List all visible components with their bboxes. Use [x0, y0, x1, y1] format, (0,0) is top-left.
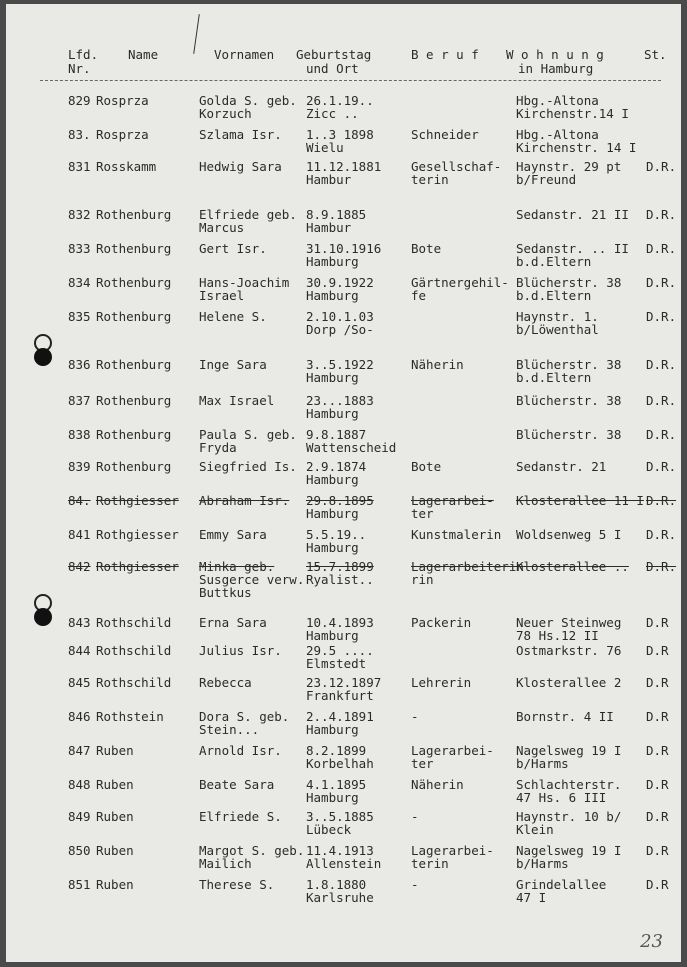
entry-surname: Rothschild	[96, 615, 172, 630]
entry-address-2: Klein	[516, 822, 554, 837]
entry-citizenship: D.R.	[646, 275, 677, 290]
table-row	[6, 242, 681, 276]
entry-birth-date: 11.4.1913	[306, 843, 374, 858]
entry-citizenship: D.R	[646, 615, 669, 630]
entry-address: Ostmarkstr. 76	[516, 643, 622, 658]
entry-birth-place: Hambur	[306, 220, 352, 235]
entry-address-2: b.d.Eltern	[516, 254, 592, 269]
entry-address: Sedanstr. 21	[516, 459, 607, 474]
entry-birth-place: Korbelhah	[306, 756, 374, 771]
entry-number: 849	[68, 809, 91, 824]
entry-address: Sedanstr. 21 II	[516, 207, 629, 222]
entry-given-name: Inge Sara	[199, 357, 267, 372]
entry-birth-date: 26.1.19..	[306, 93, 374, 108]
entry-occupation: Kunstmalerin	[411, 527, 502, 542]
entry-occupation-2: terin	[411, 172, 449, 187]
entry-birth-date: 2..4.1891	[306, 709, 374, 724]
entry-occupation: Gärtnergehil-	[411, 275, 509, 290]
entry-birth-date: 11.12.1881	[306, 159, 382, 174]
entry-address-2: b/Harms	[516, 756, 569, 771]
entry-birth-date: 23.12.1897	[306, 675, 382, 690]
entry-birth-place: Wielu	[306, 140, 344, 155]
entry-address: Neuer Steinweg	[516, 615, 622, 630]
entry-number: 835	[68, 309, 91, 324]
punch-hole	[34, 348, 52, 366]
entry-given-name: Abraham Isr.	[199, 493, 290, 508]
entry-address: Nagelsweg 19 I	[516, 743, 622, 758]
entry-given-name-2: Susgerce verw.	[199, 572, 305, 587]
entry-citizenship: D.R.	[646, 459, 677, 474]
entry-address: Grindelallee	[516, 877, 607, 892]
entry-citizenship: D.R	[646, 777, 669, 792]
entry-number: 844	[68, 643, 91, 658]
entry-given-name-3: Buttkus	[199, 585, 252, 600]
entry-address-2: 78 Hs.12 II	[516, 628, 599, 643]
entry-given-name: Therese S.	[199, 877, 275, 892]
table-row	[6, 528, 681, 562]
entry-birth-place: Hamburg	[306, 288, 359, 303]
entry-address: Nagelsweg 19 I	[516, 843, 622, 858]
entry-occupation-2: ter	[411, 506, 434, 521]
entry-address: Sedanstr. .. II	[516, 241, 629, 256]
punch-hole	[34, 608, 52, 626]
entry-address: Blücherstr. 38	[516, 393, 622, 408]
entry-birth-date: 29.8.1895	[306, 493, 374, 508]
entry-number: 845	[68, 675, 91, 690]
entry-birth-date: 4.1.1895	[306, 777, 367, 792]
entry-birth-date: 3..5.1922	[306, 357, 374, 372]
entry-number: 84.	[68, 493, 91, 508]
entry-number: 83.	[68, 127, 91, 142]
entry-given-name: Paula S. geb.	[199, 427, 297, 442]
entry-birth-date: 29.5 ....	[306, 643, 374, 658]
entry-birth-place: Hamburg	[306, 540, 359, 555]
entry-given-name-2: Korzuch	[199, 106, 252, 121]
entry-birth-date: 5.5.19..	[306, 527, 367, 542]
entry-surname: Ruben	[96, 809, 134, 824]
entry-surname: Rothschild	[96, 675, 172, 690]
entry-number: 833	[68, 241, 91, 256]
entry-address-2: Kirchenstr.14 I	[516, 106, 629, 121]
entry-surname: Rothstein	[96, 709, 164, 724]
table-row	[6, 494, 681, 528]
entry-surname: Rothenburg	[96, 207, 172, 222]
table-row	[6, 810, 681, 844]
entry-number: 850	[68, 843, 91, 858]
entry-surname: Rosprza	[96, 93, 149, 108]
entry-given-name: Erna Sara	[199, 615, 267, 630]
entry-citizenship: D.R	[646, 675, 669, 690]
entry-birth-date: 3..5.1885	[306, 809, 374, 824]
entry-birth-date: 1..3 1898	[306, 127, 374, 142]
entry-occupation: Bote	[411, 459, 442, 474]
entry-surname: Rothenburg	[96, 393, 172, 408]
entry-occupation: Gesellschaf-	[411, 159, 502, 174]
entry-birth-date: 10.4.1893	[306, 615, 374, 630]
entry-given-name: Max Israel	[199, 393, 275, 408]
table-row	[6, 644, 681, 678]
document-page	[6, 4, 681, 962]
entry-birth-place: Zicc ..	[306, 106, 359, 121]
entry-address-2: b/Löwenthal	[516, 322, 599, 337]
entry-birth-place: Hamburg	[306, 722, 359, 737]
table-row	[6, 276, 681, 310]
entry-birth-place: Hamburg	[306, 370, 359, 385]
entry-citizenship: D.R.	[646, 427, 677, 442]
entry-occupation: Lagerarbei-	[411, 493, 494, 508]
entry-birth-date: 15.7.1899	[306, 559, 374, 574]
entry-citizenship: D.R.	[646, 159, 677, 174]
entry-birth-place: Frankfurt	[306, 688, 374, 703]
entry-citizenship: D.R.	[646, 309, 677, 324]
entry-occupation: Lagerarbei-	[411, 743, 494, 758]
entry-given-name-2: Israel	[199, 288, 245, 303]
entry-address: Klosterallee 2	[516, 675, 622, 690]
entry-number: 841	[68, 527, 91, 542]
entry-number: 839	[68, 459, 91, 474]
header-divider	[40, 80, 661, 81]
entry-given-name: Elfriede S.	[199, 809, 282, 824]
table-row	[6, 358, 681, 392]
entry-occupation-2: terin	[411, 856, 449, 871]
entry-address: Hbg.-Altona	[516, 127, 599, 142]
header-name: Name	[128, 47, 159, 62]
entry-birth-date: 2.9.1874	[306, 459, 367, 474]
entry-occupation: -	[411, 877, 419, 892]
entry-citizenship: D.R.	[646, 357, 677, 372]
entry-surname: Rothenburg	[96, 459, 172, 474]
entry-address: Blücherstr. 38	[516, 275, 622, 290]
entry-given-name-2: Stein...	[199, 722, 260, 737]
entry-citizenship: D.R.	[646, 559, 677, 574]
entry-citizenship: D.R	[646, 843, 669, 858]
table-row	[6, 710, 681, 744]
page-number: 23	[640, 931, 663, 952]
entry-surname: Ruben	[96, 843, 134, 858]
table-row	[6, 428, 681, 462]
entry-surname: Rosprza	[96, 127, 149, 142]
entry-birth-place: Hamburg	[306, 628, 359, 643]
header-geburtstag: Geburtstag und Ort	[296, 47, 372, 76]
entry-number: 838	[68, 427, 91, 442]
entry-surname: Ruben	[96, 777, 134, 792]
entry-given-name: Szlama Isr.	[199, 127, 282, 142]
entry-given-name-2: Fryda	[199, 440, 237, 455]
entry-given-name: Gert Isr.	[199, 241, 267, 256]
entry-number: 832	[68, 207, 91, 222]
entry-address: Woldsenweg 5 I	[516, 527, 622, 542]
entry-given-name: Hans-Joachim	[199, 275, 290, 290]
entry-citizenship: D.R	[646, 643, 669, 658]
entry-address: Bornstr. 4 II	[516, 709, 614, 724]
entry-citizenship: D.R.	[646, 527, 677, 542]
entry-surname: Rothenburg	[96, 309, 172, 324]
entry-given-name: Minka geb.	[199, 559, 275, 574]
entry-address-2: 47 I	[516, 890, 547, 905]
entry-given-name: Beate Sara	[199, 777, 275, 792]
entry-birth-date: 8.9.1885	[306, 207, 367, 222]
entry-address: Haynstr. 10 b/	[516, 809, 622, 824]
entry-number: 842	[68, 559, 91, 574]
entry-occupation: Bote	[411, 241, 442, 256]
table-row	[6, 844, 681, 878]
entry-surname: Rothgiesser	[96, 559, 179, 574]
entry-given-name: Margot S. geb.	[199, 843, 305, 858]
entry-occupation: Schneider	[411, 127, 479, 142]
entry-address: Klosterallee ..	[516, 559, 629, 574]
entry-birth-place: Hamburg	[306, 472, 359, 487]
entry-number: 829	[68, 93, 91, 108]
entry-occupation: Packerin	[411, 615, 472, 630]
entry-citizenship: D.R.	[646, 493, 677, 508]
entry-birth-place: Wattenscheid	[306, 440, 397, 455]
entry-given-name: Julius Isr.	[199, 643, 282, 658]
entry-birth-place: Hamburg	[306, 254, 359, 269]
entry-given-name: Golda S. geb.	[199, 93, 297, 108]
entry-surname: Rothenburg	[96, 427, 172, 442]
entry-occupation-2: fe	[411, 288, 427, 303]
entry-citizenship: D.R.	[646, 241, 677, 256]
header-beruf: B e r u f	[411, 47, 479, 62]
entry-given-name: Helene S.	[199, 309, 267, 324]
entry-given-name: Rebecca	[199, 675, 252, 690]
entry-birth-date: 1.8.1880	[306, 877, 367, 892]
table-row	[6, 160, 681, 194]
table-row	[6, 94, 681, 128]
pen-mark	[193, 14, 200, 54]
entry-occupation: Lehrerin	[411, 675, 472, 690]
entry-given-name-2: Marcus	[199, 220, 245, 235]
entry-citizenship: D.R	[646, 743, 669, 758]
entry-address: Blücherstr. 38	[516, 357, 622, 372]
entry-occupation: Lagerarbei-	[411, 843, 494, 858]
entry-address: Schlachterstr.	[516, 777, 622, 792]
entry-address-2: b/Freund	[516, 172, 577, 187]
table-row	[6, 559, 681, 600]
entry-citizenship: D.R.	[646, 393, 677, 408]
table-row	[6, 744, 681, 778]
entry-birth-place: Dorp /So-	[306, 322, 374, 337]
header-st: St.	[644, 47, 667, 62]
table-row	[6, 676, 681, 710]
entry-surname: Ruben	[96, 743, 134, 758]
entry-birth-place: Lübeck	[306, 822, 352, 837]
entry-surname: Ruben	[96, 877, 134, 892]
entry-address-2: 47 Hs. 6 III	[516, 790, 607, 805]
entry-address: Haynstr. 1.	[516, 309, 599, 324]
entry-number: 836	[68, 357, 91, 372]
entry-birth-place: Hamburg	[306, 406, 359, 421]
entry-surname: Rothschild	[96, 643, 172, 658]
entry-number: 846	[68, 709, 91, 724]
entry-occupation: -	[411, 809, 419, 824]
entry-occupation-2: rin	[411, 572, 434, 587]
entry-birth-date: 8.2.1899	[306, 743, 367, 758]
entry-number: 851	[68, 877, 91, 892]
entry-given-name: Arnold Isr.	[199, 743, 282, 758]
entry-number: 847	[68, 743, 91, 758]
entry-occupation-2: ter	[411, 756, 434, 771]
entry-surname: Rothgiesser	[96, 527, 179, 542]
entry-birth-place: Elmstedt	[306, 656, 367, 671]
entry-birth-place: Ryalist..	[306, 572, 374, 587]
entry-citizenship: D.R	[646, 877, 669, 892]
entry-address: Hbg.-Altona	[516, 93, 599, 108]
table-row	[6, 128, 681, 162]
entry-number: 848	[68, 777, 91, 792]
entry-number: 834	[68, 275, 91, 290]
entry-citizenship: D.R.	[646, 207, 677, 222]
table-row	[6, 878, 681, 912]
table-row	[6, 460, 681, 494]
entry-birth-place: Hamburg	[306, 506, 359, 521]
entry-surname: Rosskamm	[96, 159, 157, 174]
entry-address-2: b/Harms	[516, 856, 569, 871]
entry-birth-date: 30.9.1922	[306, 275, 374, 290]
entry-surname: Rothenburg	[96, 241, 172, 256]
entry-given-name-2: Mailich	[199, 856, 252, 871]
entry-given-name: Dora S. geb.	[199, 709, 290, 724]
table-row	[6, 310, 681, 344]
entry-address: Klosterallee 11 I	[516, 493, 644, 508]
entry-number: 837	[68, 393, 91, 408]
entry-address-2: b.d.Eltern	[516, 370, 592, 385]
entry-birth-date: 9.8.1887	[306, 427, 367, 442]
header-lfd: Lfd. Nr.	[68, 47, 99, 76]
header-vornamen: Vornamen	[214, 47, 275, 62]
header-wohnung: W o h n u n g in Hamburg	[506, 47, 604, 76]
entry-given-name: Elfriede geb.	[199, 207, 297, 222]
entry-birth-date: 31.10.1916	[306, 241, 382, 256]
table-row	[6, 208, 681, 242]
table-row	[6, 394, 681, 428]
entry-address-2: b.d.Eltern	[516, 288, 592, 303]
entry-birth-place: Hambur	[306, 172, 352, 187]
table-row	[6, 778, 681, 812]
entry-birth-place: Allenstein	[306, 856, 382, 871]
entry-given-name: Siegfried Is.	[199, 459, 297, 474]
entry-address: Haynstr. 29 pt	[516, 159, 622, 174]
entry-number: 843	[68, 615, 91, 630]
entry-citizenship: D.R	[646, 809, 669, 824]
entry-surname: Rothgiesser	[96, 493, 179, 508]
entry-birth-date: 2.10.1.03	[306, 309, 374, 324]
entry-number: 831	[68, 159, 91, 174]
entry-birth-place: Karlsruhe	[306, 890, 374, 905]
entry-given-name: Hedwig Sara	[199, 159, 282, 174]
entry-surname: Rothenburg	[96, 357, 172, 372]
entry-address: Blücherstr. 38	[516, 427, 622, 442]
entry-occupation: Näherin	[411, 777, 464, 792]
entry-birth-place: Hamburg	[306, 790, 359, 805]
entry-occupation: Näherin	[411, 357, 464, 372]
entry-given-name: Emmy Sara	[199, 527, 267, 542]
entry-birth-date: 23...1883	[306, 393, 374, 408]
entry-address-2: Kirchenstr. 14 I	[516, 140, 637, 155]
entry-citizenship: D.R	[646, 709, 669, 724]
entry-occupation: -	[411, 709, 419, 724]
entry-occupation: Lagerarbeiterin	[411, 559, 524, 574]
entry-surname: Rothenburg	[96, 275, 172, 290]
